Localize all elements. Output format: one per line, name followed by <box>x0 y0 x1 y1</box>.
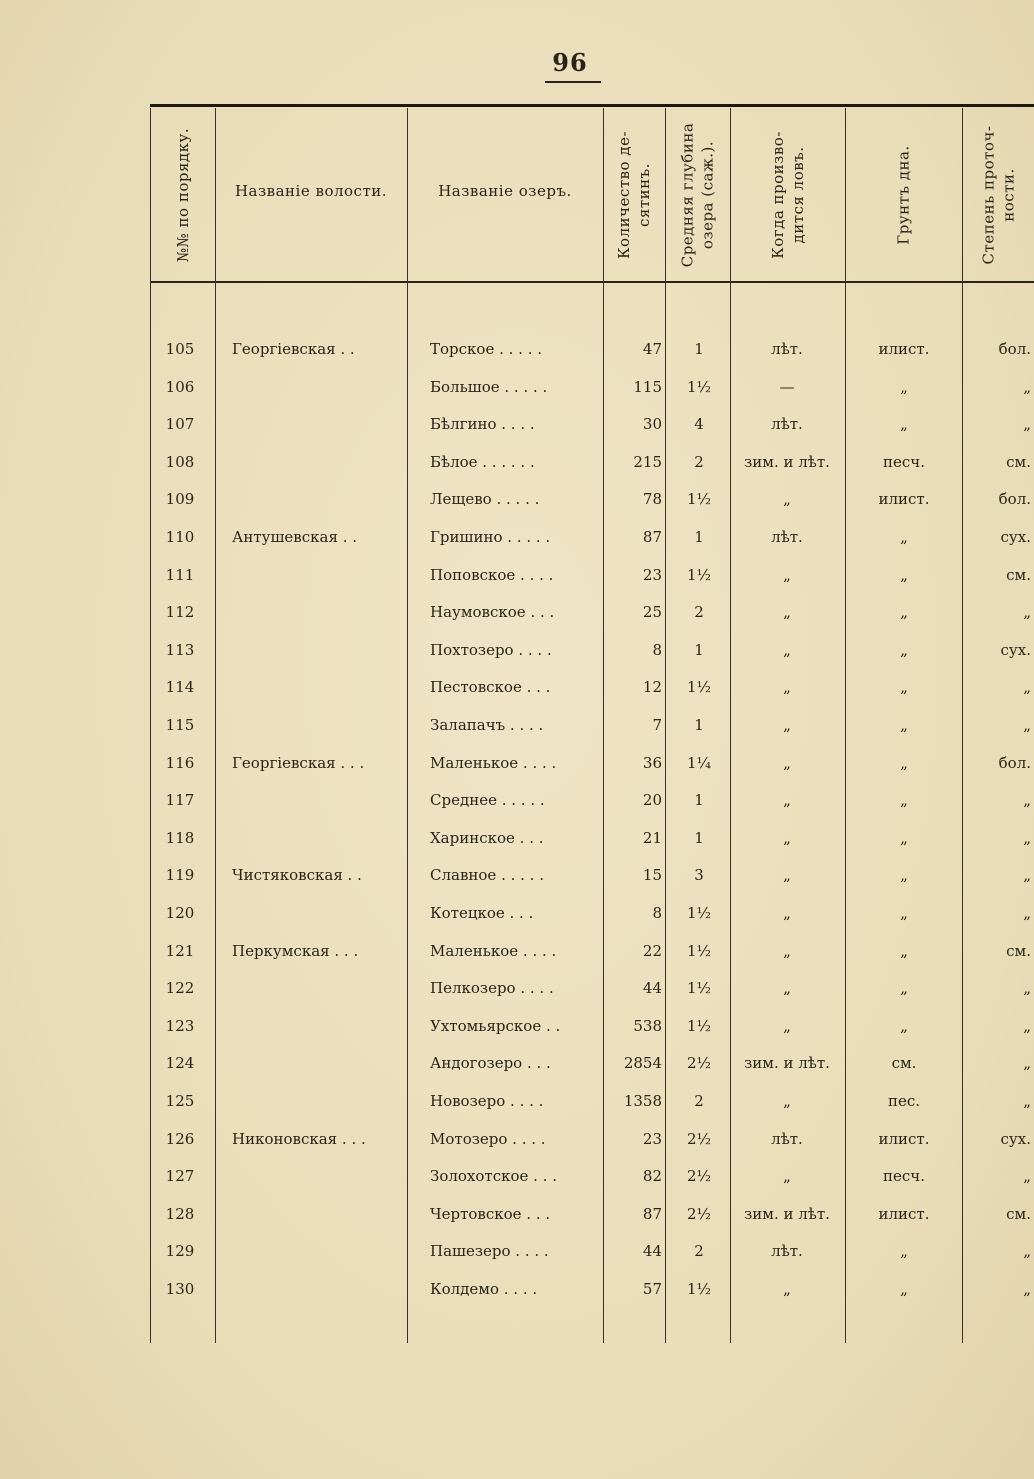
header-number-text: №№ по порядку. <box>174 127 193 263</box>
row-number: 118 <box>165 828 195 847</box>
row-fishing-season: „ <box>783 1280 791 1298</box>
table-row <box>0 378 1034 408</box>
row-lake-name: Мотозеро . . . . <box>430 1129 546 1148</box>
row-lake-name: Новозеро . . . . <box>430 1092 544 1110</box>
row-fishing-season: „ <box>783 791 791 810</box>
row-fishing-season: „ <box>783 565 791 584</box>
row-fishing-season: „ <box>783 828 791 847</box>
row-fishing-season: зим. и лѣт. <box>744 452 830 471</box>
row-area: 22 <box>642 941 662 960</box>
row-lake-name: Ухтомьярское . . <box>430 1016 561 1035</box>
row-fishing-season: „ <box>783 941 791 960</box>
header-area-line1: Количество де- <box>615 130 633 260</box>
row-number: 107 <box>165 415 195 434</box>
row-lake-name: Среднее . . . . . <box>430 791 545 810</box>
row-depth: 1½ <box>686 565 712 584</box>
row-flow: „ <box>1023 1092 1031 1110</box>
row-depth: 2½ <box>686 1129 712 1148</box>
table-row <box>0 716 1034 746</box>
header-fishing-line2: дится ловъ. <box>788 146 807 244</box>
row-number: 129 <box>165 1242 195 1261</box>
row-depth: 2 <box>694 452 704 471</box>
row-soil: „ <box>900 866 908 885</box>
row-soil: илист. <box>878 340 930 358</box>
header-area <box>604 110 664 280</box>
row-lake-name: Лещево . . . . . <box>430 490 540 509</box>
row-number: 109 <box>165 490 195 509</box>
row-volost: Чистяковская . . <box>232 866 362 885</box>
row-volost: Никоновская . . . <box>232 1129 366 1148</box>
row-fishing-season: лѣт. <box>771 340 803 358</box>
row-number: 130 <box>165 1280 195 1298</box>
row-fishing-season: лѣт. <box>771 528 803 546</box>
row-fishing-season: „ <box>783 904 791 922</box>
row-fishing-season: „ <box>783 1092 791 1110</box>
header-volost: Названіе волости. <box>234 182 388 200</box>
header-depth-line1: Средняя глубина <box>678 122 697 268</box>
row-flow: см. <box>1006 565 1031 584</box>
table-row <box>0 942 1034 972</box>
row-soil: „ <box>900 603 908 622</box>
row-lake-name: Бѣлгино . . . . <box>430 415 535 434</box>
row-area: 82 <box>642 1167 662 1186</box>
row-lake-name: Котецкое . . . <box>430 904 534 922</box>
row-depth: 1½ <box>686 1280 712 1298</box>
row-number: 110 <box>165 528 195 546</box>
page-number: 96 <box>552 48 588 77</box>
row-flow: „ <box>1023 904 1031 922</box>
row-fishing-season: зим. и лѣт. <box>744 1204 830 1223</box>
table-top-rule <box>150 104 1034 107</box>
row-number: 111 <box>165 565 195 584</box>
row-flow: см. <box>1006 452 1031 471</box>
row-soil: „ <box>900 377 908 396</box>
row-area: 8 <box>652 640 662 659</box>
header-depth-line2: озера (саж.). <box>698 140 717 250</box>
row-depth: 2 <box>694 1242 704 1261</box>
row-area: 20 <box>642 791 662 810</box>
header-flow <box>963 110 1033 280</box>
row-flow: бол. <box>998 753 1031 772</box>
row-soil: см. <box>891 1054 917 1073</box>
table-row <box>0 340 1034 370</box>
header-fishing <box>731 110 844 280</box>
row-depth: 1½ <box>686 490 712 509</box>
row-depth: 1 <box>694 528 704 546</box>
row-flow: „ <box>1023 1242 1031 1261</box>
table-row <box>0 866 1034 896</box>
row-fishing-season: „ <box>783 678 791 697</box>
row-area: 23 <box>642 565 662 584</box>
row-soil: „ <box>900 528 908 546</box>
row-fishing-season: „ <box>783 1167 791 1186</box>
row-number: 124 <box>165 1054 195 1073</box>
row-flow: сух. <box>1000 528 1031 546</box>
row-flow: „ <box>1023 377 1031 396</box>
row-depth: 2 <box>694 1092 704 1110</box>
row-soil: „ <box>900 415 908 434</box>
table-row <box>0 1092 1034 1122</box>
table-row <box>0 1130 1034 1160</box>
row-fishing-season: „ <box>783 716 791 734</box>
row-number: 112 <box>165 603 195 622</box>
row-soil: „ <box>900 565 908 584</box>
row-flow: „ <box>1023 415 1031 434</box>
row-area: 36 <box>642 753 662 772</box>
row-number: 115 <box>165 716 195 734</box>
row-flow: „ <box>1023 1167 1031 1186</box>
row-area: 8 <box>652 904 662 922</box>
row-area: 44 <box>642 979 662 998</box>
row-area: 30 <box>642 415 662 434</box>
row-fishing-season: „ <box>783 753 791 772</box>
row-soil: пес. <box>887 1092 921 1110</box>
row-area: 44 <box>642 1242 662 1261</box>
row-number: 121 <box>165 941 195 960</box>
row-lake-name: Залапачъ . . . . <box>430 716 544 734</box>
row-soil: песч. <box>883 1167 925 1186</box>
row-flow: „ <box>1023 828 1031 847</box>
row-number: 126 <box>165 1129 195 1148</box>
table-row <box>0 603 1034 633</box>
row-depth: 1½ <box>686 904 712 922</box>
table-row <box>0 754 1034 784</box>
row-number: 113 <box>165 640 195 659</box>
table-header-rule <box>150 281 1034 283</box>
row-flow: „ <box>1023 678 1031 697</box>
row-area: 47 <box>642 340 662 358</box>
row-fishing-season: зим. и лѣт. <box>744 1054 830 1073</box>
row-flow: „ <box>1023 1016 1031 1035</box>
row-lake-name: Золохотское . . . <box>430 1167 558 1186</box>
row-area: 23 <box>642 1129 662 1148</box>
row-soil: „ <box>900 640 908 659</box>
row-flow: „ <box>1023 1280 1031 1298</box>
row-soil: илист. <box>878 490 930 509</box>
header-lakes: Названіе озеръ. <box>438 182 572 200</box>
row-soil: „ <box>900 979 908 998</box>
header-soil <box>846 110 961 280</box>
row-lake-name: Маленькое . . . . <box>430 753 557 772</box>
row-depth: 1½ <box>686 1016 712 1035</box>
row-soil: „ <box>900 1242 908 1261</box>
row-soil: „ <box>900 941 908 960</box>
row-lake-name: Гришино . . . . . <box>430 528 551 546</box>
row-soil: „ <box>900 828 908 847</box>
row-area: 87 <box>642 1204 662 1223</box>
row-depth: 2½ <box>686 1167 712 1186</box>
row-lake-name: Славное . . . . . <box>430 866 544 885</box>
row-flow: бол. <box>998 340 1031 358</box>
row-depth: 3 <box>694 866 704 885</box>
row-flow: „ <box>1023 866 1031 885</box>
row-depth: 1 <box>694 716 704 734</box>
row-number: 120 <box>165 904 195 922</box>
row-flow: бол. <box>998 490 1031 509</box>
row-fishing-season: лѣт. <box>771 1129 803 1148</box>
row-number: 122 <box>165 979 195 998</box>
row-flow: см. <box>1006 941 1031 960</box>
row-volost: Антушевская . . <box>232 528 358 546</box>
row-soil: „ <box>900 1016 908 1035</box>
row-area: 57 <box>642 1280 662 1298</box>
table-row <box>0 1054 1034 1084</box>
row-depth: 1¼ <box>686 753 712 772</box>
row-lake-name: Чертовское . . . <box>430 1204 551 1223</box>
row-flow: „ <box>1023 716 1031 734</box>
row-lake-name: Торское . . . . . <box>430 340 543 358</box>
row-fishing-season: „ <box>783 1016 791 1035</box>
table-row <box>0 415 1034 445</box>
row-area: 87 <box>642 528 662 546</box>
row-area: 2854 <box>623 1054 662 1073</box>
row-area: 538 <box>633 1016 662 1035</box>
row-soil: „ <box>900 904 908 922</box>
row-fishing-season: лѣт. <box>771 1242 803 1261</box>
table-row <box>0 566 1034 596</box>
row-lake-name: Колдемо . . . . <box>430 1280 538 1298</box>
row-fishing-season: лѣт. <box>771 415 803 434</box>
table-row <box>0 678 1034 708</box>
row-lake-name: Пестовское . . . <box>430 678 551 697</box>
row-depth: 2 <box>694 603 704 622</box>
row-lake-name: Наумовское . . . <box>430 603 555 622</box>
row-area: 25 <box>642 603 662 622</box>
table-row <box>0 1167 1034 1197</box>
row-volost: Георгіевская . . . <box>232 753 365 772</box>
row-depth: 1½ <box>686 377 712 396</box>
row-lake-name: Бѣлое . . . . . . <box>430 452 535 471</box>
row-flow: „ <box>1023 603 1031 622</box>
row-flow: сух. <box>1000 640 1031 659</box>
row-number: 116 <box>165 753 195 772</box>
row-soil: „ <box>900 791 908 810</box>
row-fishing-season: „ <box>783 490 791 509</box>
row-number: 119 <box>165 866 195 885</box>
row-soil: „ <box>900 716 908 734</box>
row-flow: „ <box>1023 791 1031 810</box>
row-area: 7 <box>652 716 662 734</box>
row-depth: 1½ <box>686 678 712 697</box>
row-soil: илист. <box>878 1204 930 1223</box>
row-number: 114 <box>165 678 195 697</box>
header-flow-line2: ности. <box>999 168 1017 222</box>
table-row <box>0 528 1034 558</box>
row-lake-name: Андогозеро . . . <box>430 1054 551 1073</box>
table-row <box>0 1205 1034 1235</box>
row-depth: 1 <box>694 828 704 847</box>
row-flow: сух. <box>1000 1129 1031 1148</box>
header-soil-text: Грунтъ дна. <box>894 145 913 245</box>
row-flow: „ <box>1023 1054 1031 1073</box>
table-row <box>0 791 1034 821</box>
table-row <box>0 1280 1034 1310</box>
row-depth: 4 <box>694 415 704 434</box>
header-depth <box>666 110 729 280</box>
row-depth: 1 <box>694 791 704 810</box>
row-fishing-season: „ <box>783 866 791 885</box>
row-fishing-season: „ <box>783 603 791 622</box>
page-number-underline <box>545 81 601 83</box>
row-lake-name: Поповское . . . . <box>430 565 554 584</box>
header-flow-line1: Степень проточ- <box>979 125 997 265</box>
row-depth: 1 <box>694 340 704 358</box>
row-area: 15 <box>642 866 662 885</box>
row-soil: песч. <box>883 452 925 471</box>
row-number: 127 <box>165 1167 195 1186</box>
row-flow: „ <box>1023 979 1031 998</box>
row-number: 123 <box>165 1016 195 1035</box>
row-area: 1358 <box>623 1092 662 1110</box>
table-row <box>0 979 1034 1009</box>
row-soil: „ <box>900 1280 908 1298</box>
row-soil: „ <box>900 678 908 697</box>
table-row <box>0 904 1034 934</box>
row-soil: „ <box>900 753 908 772</box>
row-area: 12 <box>642 678 662 697</box>
row-area: 21 <box>642 828 662 847</box>
header-fishing-line1: Когда произво- <box>768 131 787 259</box>
row-number: 108 <box>165 452 195 471</box>
row-number: 117 <box>165 791 195 810</box>
row-lake-name: Пашезеро . . . . <box>430 1242 549 1261</box>
row-number: 105 <box>165 340 195 358</box>
table-row <box>0 1242 1034 1272</box>
row-depth: 2½ <box>686 1054 712 1073</box>
header-number <box>152 110 214 280</box>
table-row <box>0 641 1034 671</box>
row-area: 78 <box>642 490 662 509</box>
row-lake-name: Похтозеро . . . . <box>430 640 552 659</box>
row-volost: Георгіевская . . <box>232 340 355 358</box>
row-lake-name: Харинское . . . <box>430 828 544 847</box>
row-number: 106 <box>165 377 195 396</box>
header-area-line2: сятинъ. <box>635 163 653 227</box>
row-lake-name: Пелкозеро . . . . <box>430 979 554 998</box>
row-flow: см. <box>1006 1204 1031 1223</box>
row-depth: 1½ <box>686 979 712 998</box>
row-fishing-season: „ <box>783 979 791 998</box>
table-row <box>0 490 1034 520</box>
row-depth: 1½ <box>686 941 712 960</box>
table-row <box>0 453 1034 483</box>
row-fishing-season: „ <box>783 640 791 659</box>
row-number: 125 <box>165 1092 195 1110</box>
row-depth: 2½ <box>686 1204 712 1223</box>
row-soil: илист. <box>878 1129 930 1148</box>
row-lake-name: Маленькое . . . . <box>430 941 557 960</box>
row-lake-name: Большое . . . . . <box>430 377 548 396</box>
row-depth: 1 <box>694 640 704 659</box>
row-volost: Перкумская . . . <box>232 941 359 960</box>
table-row <box>0 1017 1034 1047</box>
row-number: 128 <box>165 1204 195 1223</box>
row-area: 215 <box>633 452 662 471</box>
table-row <box>0 829 1034 859</box>
row-fishing-season: — <box>779 377 795 396</box>
row-area: 115 <box>633 377 662 396</box>
